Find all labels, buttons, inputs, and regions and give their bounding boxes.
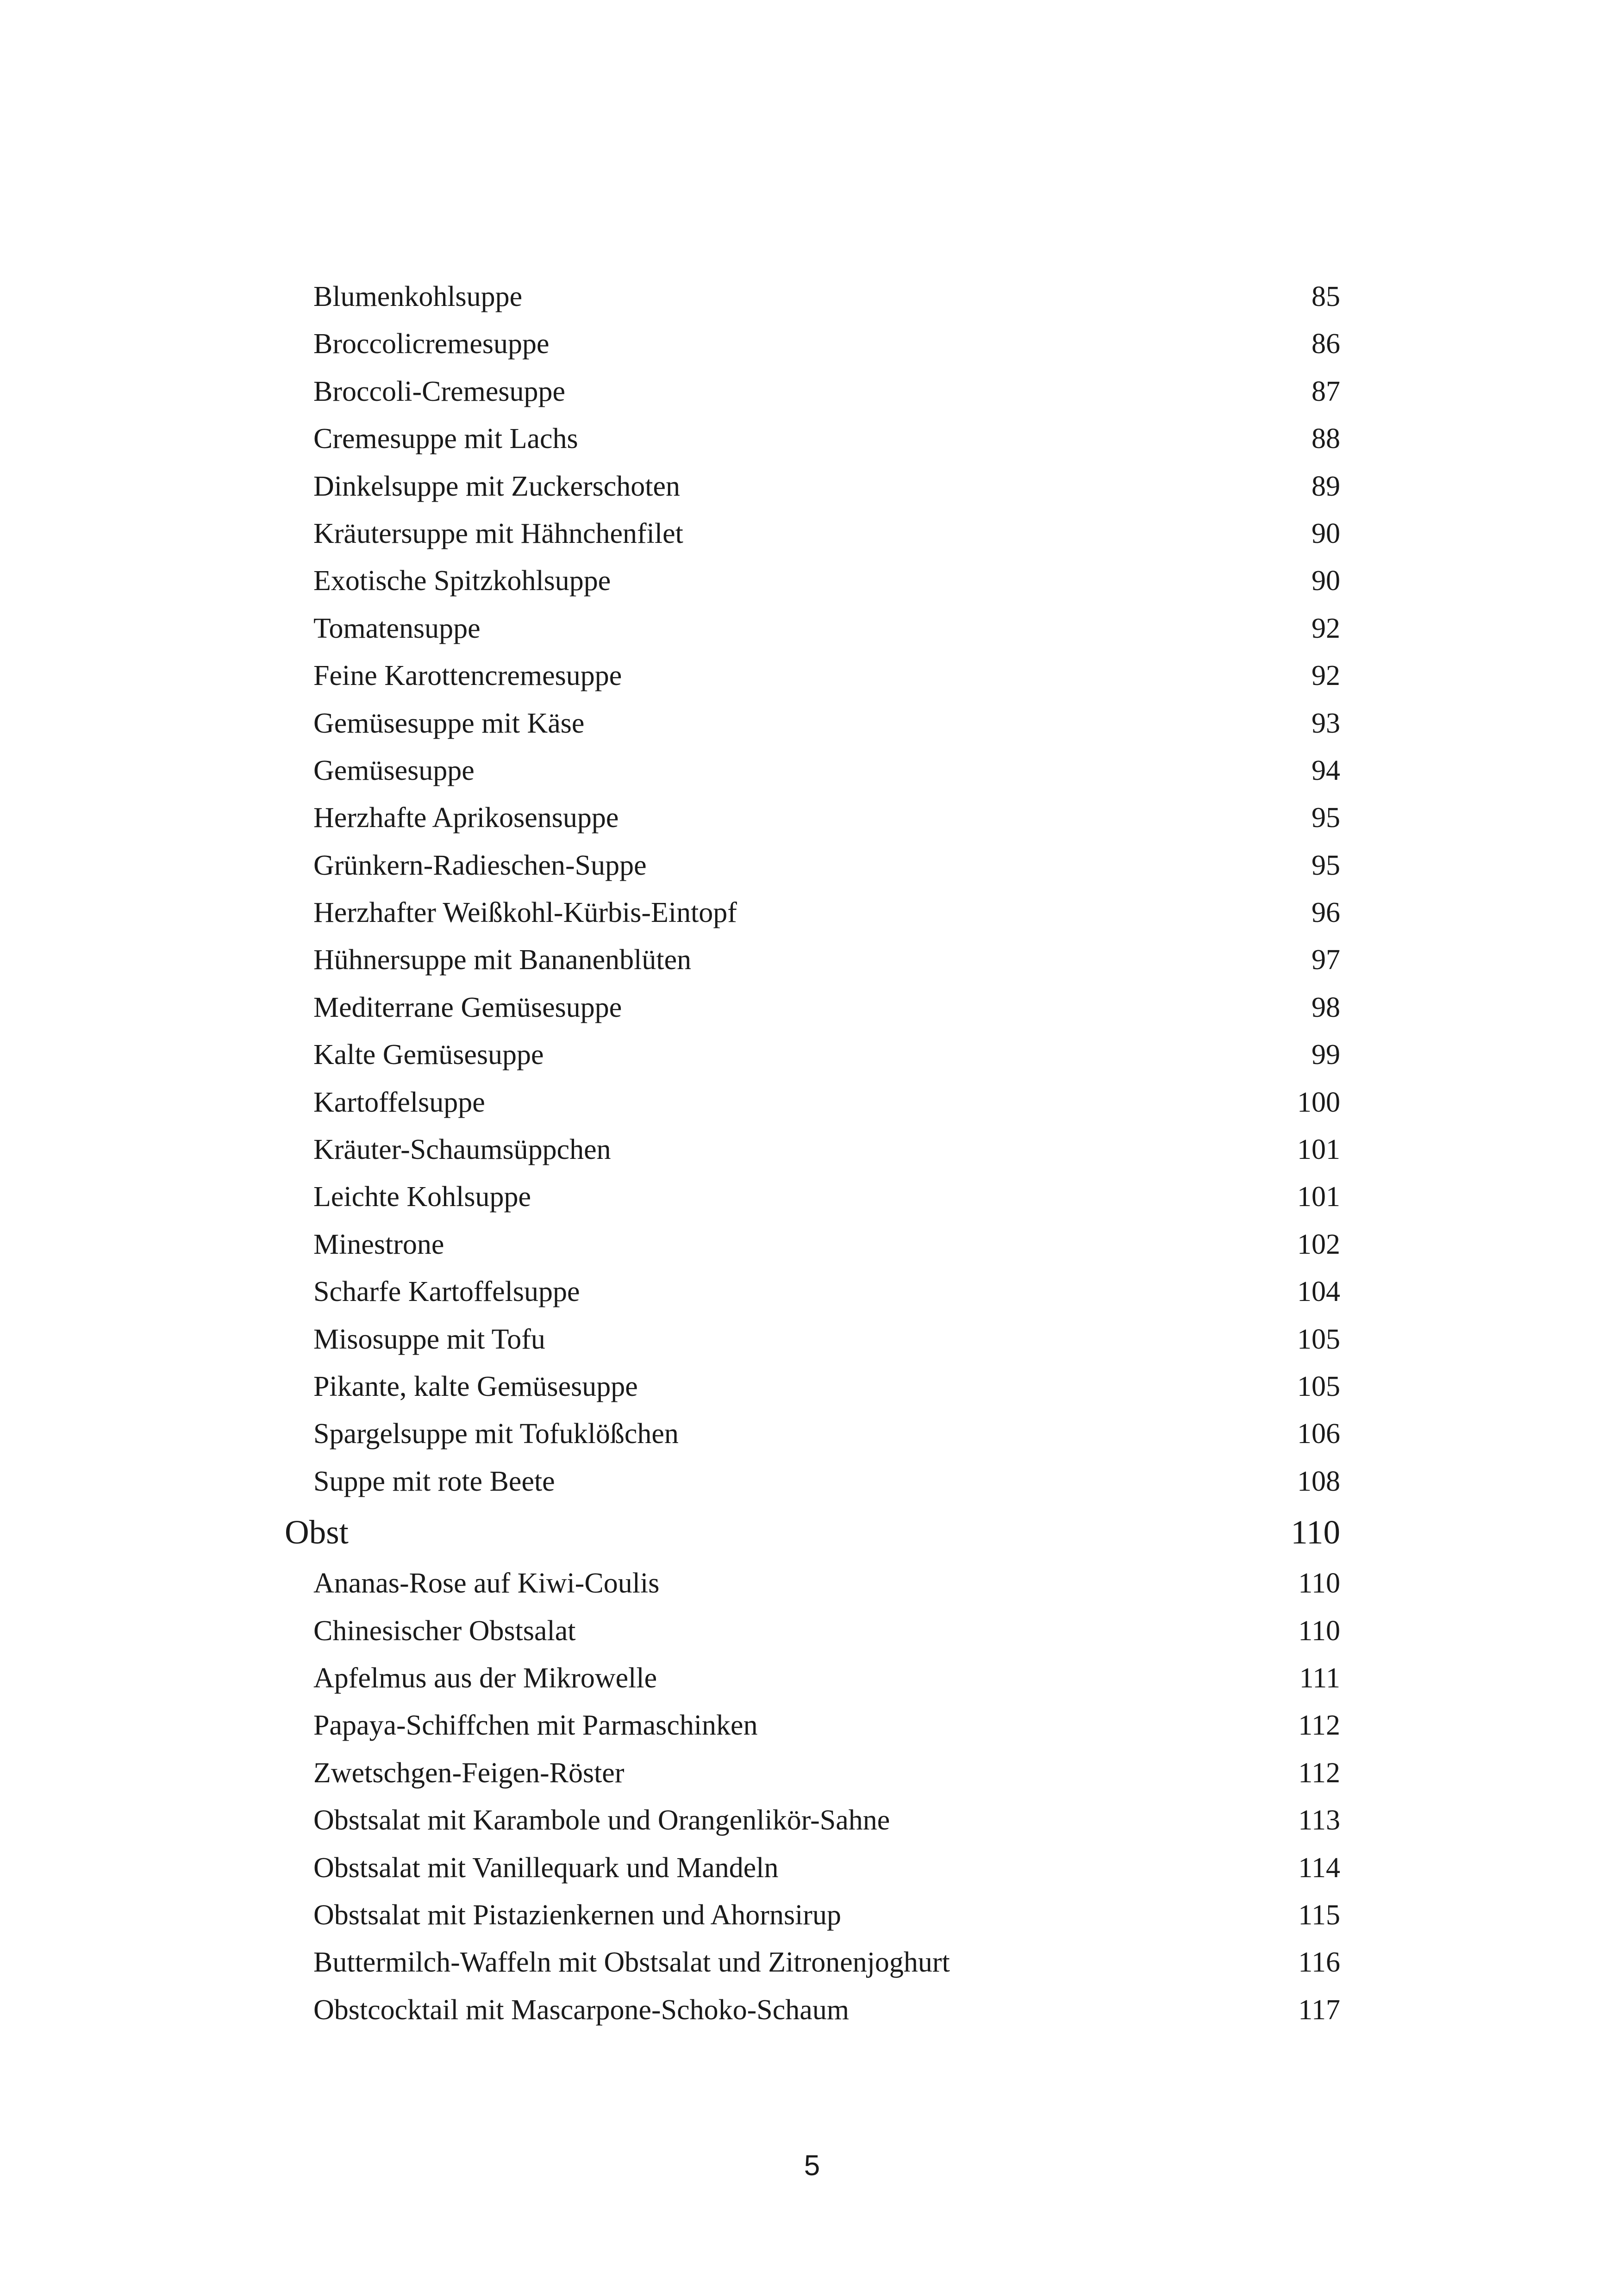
toc-entry-page: 102 [1297, 1228, 1340, 1260]
toc-entry-title: Broccoli-Cremesuppe [313, 375, 566, 407]
toc-entry[interactable] [285, 1173, 1340, 1220]
toc-entry-title: Kalte Gemüsesuppe [313, 1039, 544, 1071]
toc-entry-title: Obstsalat mit Karambole und Orangenlikör-Sahne [313, 1804, 890, 1836]
toc-entry[interactable] [285, 605, 1340, 652]
toc-entry-title: Pikante, kalte Gemüsesuppe [313, 1370, 638, 1402]
toc-entry-title: Exotische Spitzkohlsuppe [313, 565, 611, 597]
toc-entry-page: 94 [1312, 754, 1340, 786]
toc-entry[interactable] [285, 1655, 1340, 1702]
toc-entry-page: 99 [1312, 1039, 1340, 1071]
toc-entry[interactable] [285, 557, 1340, 604]
toc-entry-page: 100 [1297, 1086, 1340, 1118]
toc-entry-page: 96 [1312, 897, 1340, 929]
toc-entry-page: 110 [1298, 1568, 1340, 1599]
toc-entry[interactable] [285, 1797, 1340, 1844]
toc-entry-title: Gemüsesuppe [313, 754, 475, 786]
toc-section-obst[interactable] [285, 1505, 1340, 1560]
toc-entry-page: 92 [1312, 660, 1340, 692]
toc-entry-title: Zwetschgen-Feigen-Röster [313, 1757, 625, 1789]
toc-entry[interactable] [285, 1126, 1340, 1173]
toc-entry-title: Chinesischer Obstsalat [313, 1615, 576, 1647]
toc-entry-page: 110 [1298, 1615, 1340, 1647]
toc-entry-page: 105 [1297, 1370, 1340, 1402]
toc-entry[interactable] [285, 842, 1340, 889]
toc-entry[interactable] [285, 1410, 1340, 1457]
toc-entry[interactable] [285, 510, 1340, 557]
table-of-contents [285, 273, 1340, 2034]
toc-entry[interactable] [285, 889, 1340, 936]
toc-entry-title: Obstsalat mit Pistazienkernen und Ahornsirup [313, 1899, 841, 1931]
toc-entry-page: 106 [1297, 1418, 1340, 1450]
toc-entry-page: 114 [1298, 1852, 1340, 1884]
toc-entry[interactable] [285, 1749, 1340, 1797]
toc-entry-page: 112 [1298, 1757, 1340, 1789]
toc-entry-page: 113 [1298, 1804, 1340, 1836]
toc-entry[interactable] [285, 1702, 1340, 1749]
toc-entry-page: 108 [1297, 1465, 1340, 1497]
toc-entry-page: 86 [1312, 328, 1340, 360]
toc-entry-title: Suppe mit rote Beete [313, 1465, 555, 1497]
toc-entry-page: 92 [1312, 612, 1340, 644]
toc-entry-page: 116 [1298, 1947, 1340, 1979]
toc-entry[interactable] [285, 463, 1340, 510]
toc-entry-title: Spargelsuppe mit Tofuklößchen [313, 1418, 679, 1450]
toc-entry-title: Tomatensuppe [313, 612, 481, 644]
toc-entry[interactable] [285, 936, 1340, 983]
toc-entry[interactable] [285, 1363, 1340, 1410]
toc-entry[interactable] [285, 1268, 1340, 1315]
toc-entry[interactable] [285, 1607, 1340, 1655]
toc-entry-page: 90 [1312, 565, 1340, 597]
toc-entry[interactable] [285, 1031, 1340, 1078]
toc-entry-title: Ananas-Rose auf Kiwi-Coulis [313, 1568, 660, 1599]
toc-entry-page: 93 [1312, 707, 1340, 739]
toc-entry-title: Leichte Kohlsuppe [313, 1181, 531, 1213]
toc-entry-title: Buttermilch-Waffeln mit Obstsalat und Zitronenjoghurt [313, 1947, 950, 1979]
toc-entry[interactable] [285, 1079, 1340, 1126]
toc-entry-page: 98 [1312, 991, 1340, 1023]
toc-section-title: Obst [285, 1513, 349, 1551]
toc-entry[interactable] [285, 1844, 1340, 1892]
toc-entry[interactable] [285, 368, 1340, 415]
toc-entry-page: 101 [1297, 1181, 1340, 1213]
toc-entry-page: 117 [1298, 1994, 1340, 2026]
toc-entry-title: Misosuppe mit Tofu [313, 1323, 545, 1355]
toc-entry[interactable] [285, 700, 1340, 747]
toc-entry[interactable] [285, 415, 1340, 462]
toc-entry[interactable] [285, 794, 1340, 841]
toc-entry-page: 105 [1297, 1323, 1340, 1355]
toc-entry-page: 95 [1312, 849, 1340, 881]
toc-entry[interactable] [285, 652, 1340, 699]
toc-entry-page: 89 [1312, 470, 1340, 502]
page-number: 5 [804, 2150, 820, 2182]
toc-entry[interactable] [285, 984, 1340, 1031]
toc-entry-title: Feine Karottencremesuppe [313, 660, 622, 692]
toc-entry-page: 88 [1312, 423, 1340, 455]
toc-entry-title: Obstsalat mit Vanillequark und Mandeln [313, 1852, 779, 1884]
toc-entry-page: 85 [1312, 281, 1340, 312]
toc-entry-title: Kartoffelsuppe [313, 1086, 485, 1118]
toc-entry-title: Grünkern-Radieschen-Suppe [313, 849, 647, 881]
toc-entry-title: Broccolicremesuppe [313, 328, 550, 360]
toc-entry-title: Obstcocktail mit Mascarpone-Schoko-Schaum [313, 1994, 849, 2026]
toc-entry-title: Blumenkohlsuppe [313, 281, 523, 312]
toc-entry[interactable] [285, 747, 1340, 794]
toc-entry-title: Cremesuppe mit Lachs [313, 423, 578, 455]
toc-entry[interactable] [285, 1986, 1340, 2034]
toc-entry[interactable] [285, 1458, 1340, 1505]
toc-entry-page: 95 [1312, 802, 1340, 834]
toc-entry-page: 101 [1297, 1134, 1340, 1166]
toc-entry-page: 90 [1312, 517, 1340, 549]
toc-entry-title: Apfelmus aus der Mikrowelle [313, 1662, 657, 1694]
toc-entry-page: 112 [1298, 1710, 1340, 1742]
toc-section-page: 110 [1291, 1513, 1340, 1551]
toc-entry-title: Hühnersuppe mit Bananenblüten [313, 944, 692, 976]
toc-entry[interactable] [285, 1221, 1340, 1268]
toc-entry-title: Kräutersuppe mit Hähnchenfilet [313, 517, 683, 549]
toc-entry-page: 87 [1312, 375, 1340, 407]
toc-entry-title: Papaya-Schiffchen mit Parmaschinken [313, 1710, 758, 1742]
toc-entry-title: Mediterrane Gemüsesuppe [313, 991, 622, 1023]
toc-entry-title: Herzhafte Aprikosensuppe [313, 802, 619, 834]
toc-entry-title: Dinkelsuppe mit Zuckerschoten [313, 470, 681, 502]
toc-entry[interactable] [285, 1939, 1340, 1986]
toc-entry-title: Minestrone [313, 1228, 444, 1260]
toc-entry-page: 111 [1299, 1662, 1340, 1694]
toc-entry[interactable] [285, 1892, 1340, 1939]
toc-entry-page: 104 [1297, 1276, 1340, 1308]
toc-entry-title: Herzhafter Weißkohl-Kürbis-Eintopf [313, 897, 737, 929]
toc-entry-page: 97 [1312, 944, 1340, 976]
toc-entry-title: Gemüsesuppe mit Käse [313, 707, 585, 739]
toc-entry-title: Scharfe Kartoffelsuppe [313, 1276, 580, 1308]
toc-entry[interactable] [285, 320, 1340, 367]
toc-entry[interactable] [285, 273, 1340, 320]
toc-entry-page: 115 [1298, 1899, 1340, 1931]
toc-entry-title: Kräuter-Schaumsüppchen [313, 1134, 611, 1166]
toc-entry[interactable] [285, 1560, 1340, 1607]
toc-entry[interactable] [285, 1316, 1340, 1363]
